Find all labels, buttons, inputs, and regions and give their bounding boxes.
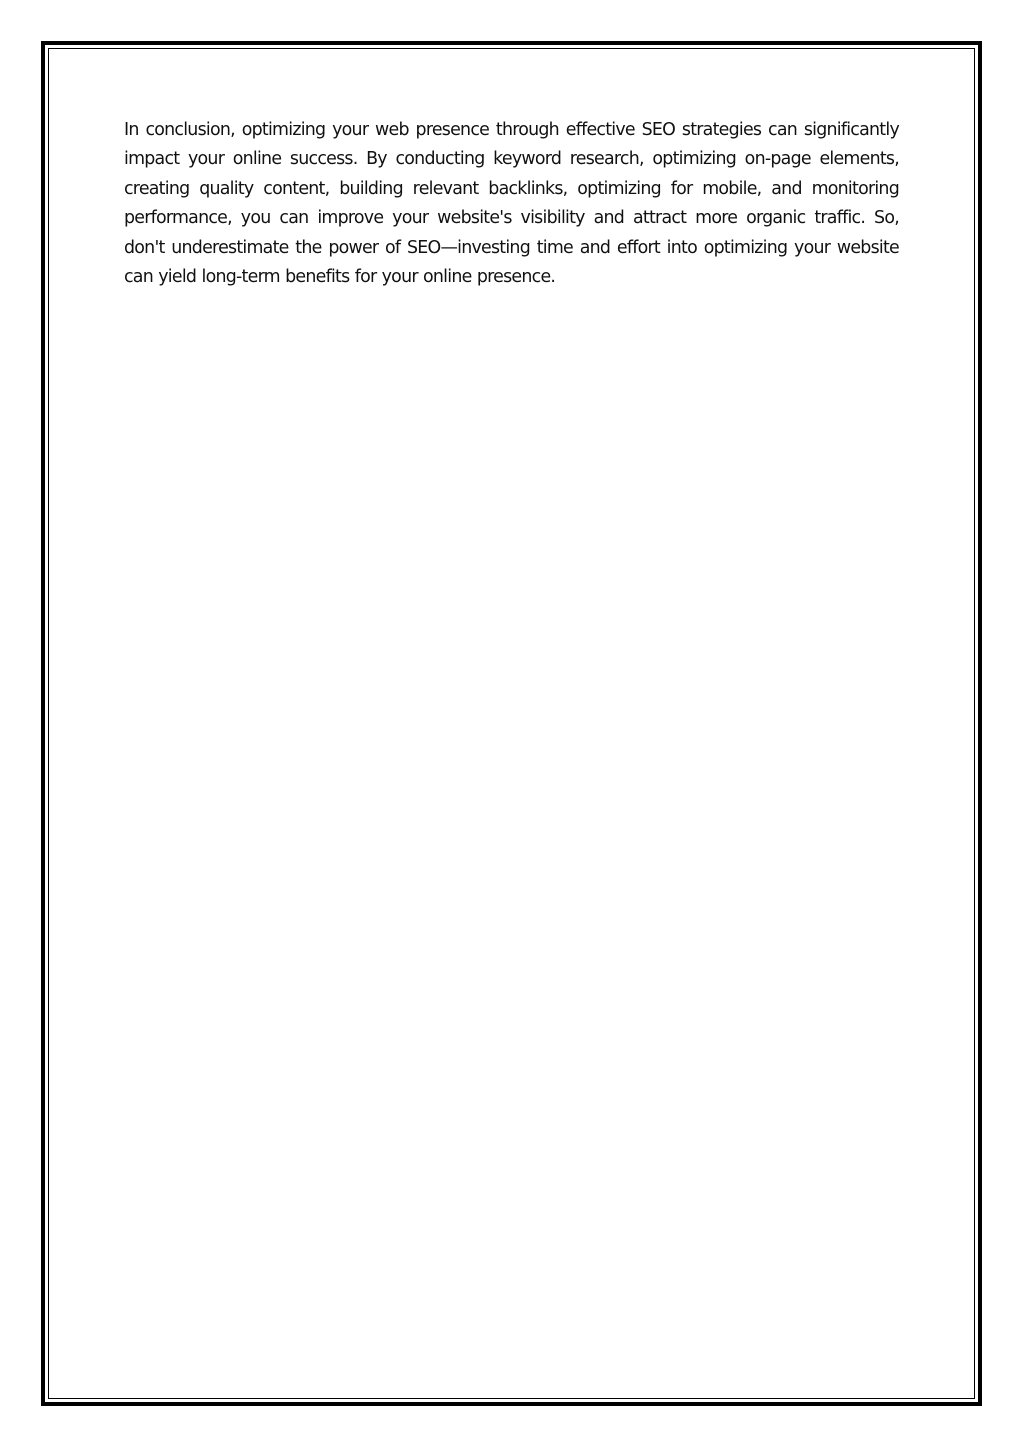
conclusion-paragraph: In conclusion, optimizing your web presence through effective SEO strategies can significantly impact your online success. By conducting keyword research, optimizing on-page elements, creating quality content, building relevant backlinks, optimizing for mobile, and monitoring performance, you can improve your website's visibility and attract more organic traffic. So, don't underestimate the power of SEO—investing time and effort into optimizing your website can yield long-term benefits for your online presence. — [124, 120, 899, 288]
